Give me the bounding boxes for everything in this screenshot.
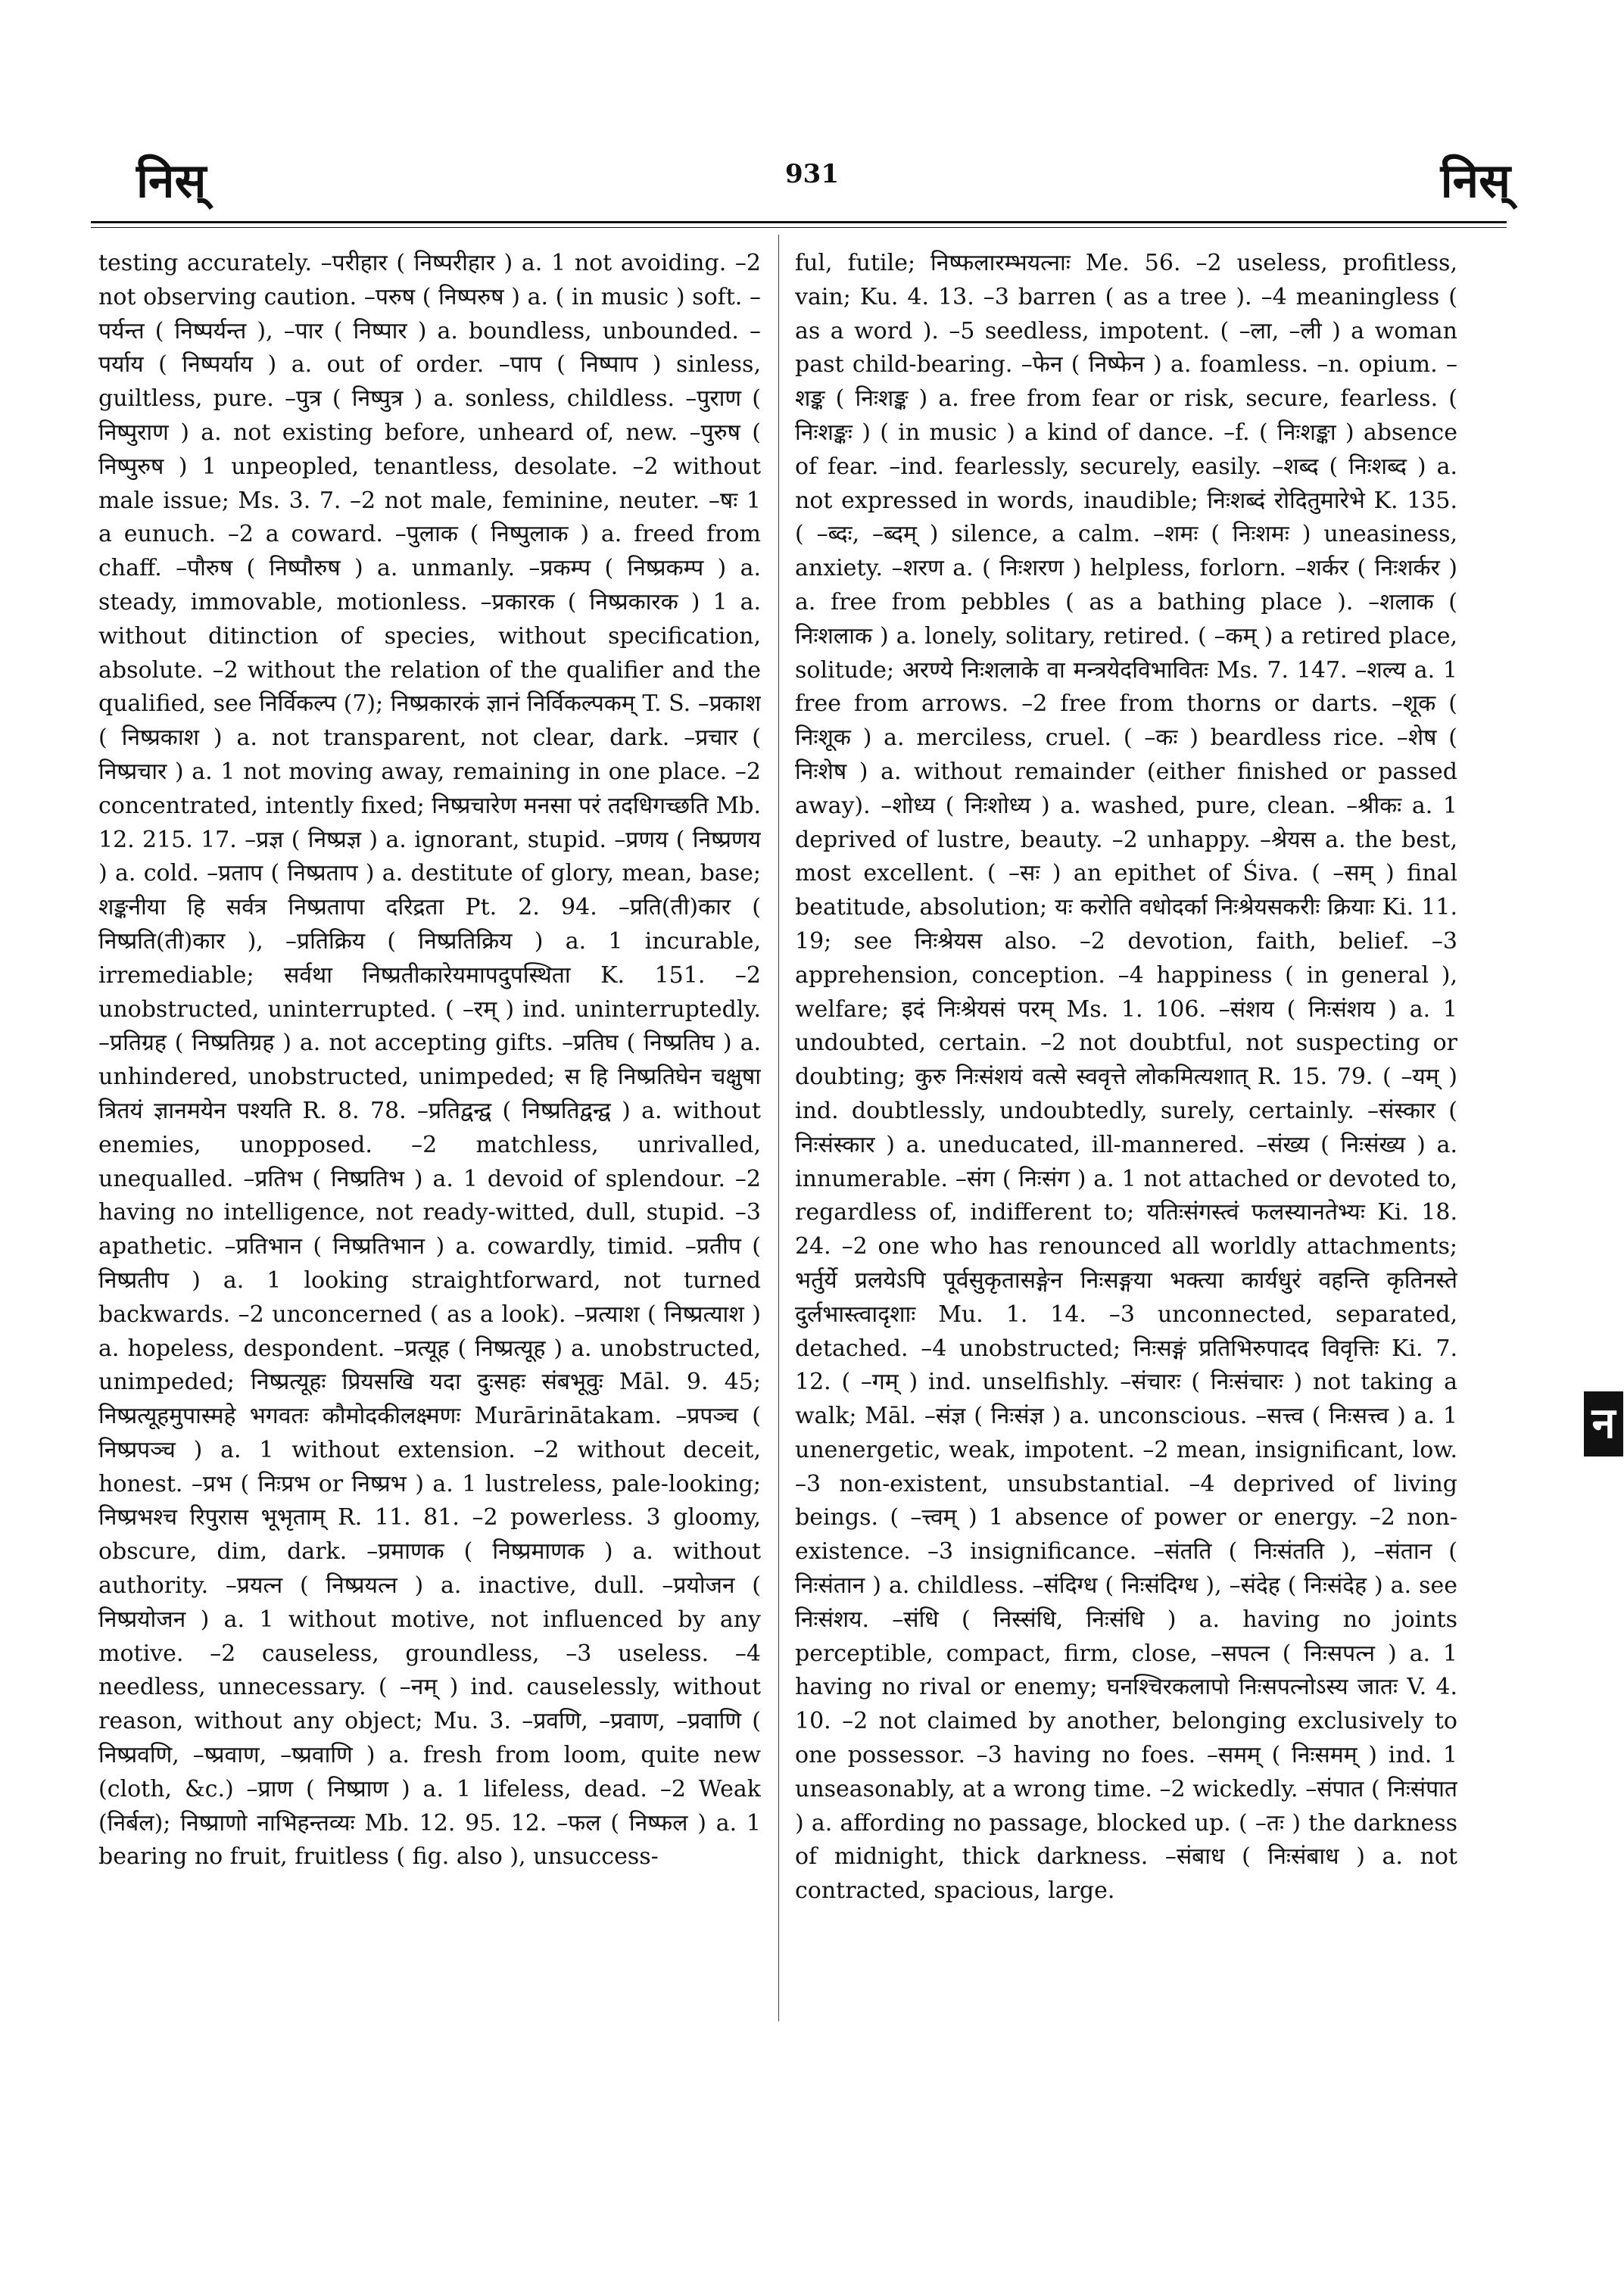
left-column [98,247,761,2018]
header-rule-thin [91,227,1507,228]
right-column [795,247,1457,2018]
running-head-left: निस् [136,153,207,208]
header-rule-thick [91,221,1507,223]
running-head-right: निस् [1440,153,1510,208]
thumb-index-tab: न [1584,1391,1623,1456]
right-column-text: ful, futile; निष्फलारम्भयत्नाः Me. 56. –2 useless, profitless, vain; Ku. 4. 13. –3 barren ( as a tree ). –4 meaningless ( as a word ). –5 seedless, impotent. ( –ला, –ली ) a woman past child-bearing. –फेन ( निष्फेन ) a. foamless. –n. opium. –शङ्क ( निःशङ्क ) a. free from fear or risk, secure, fearless. ( निःशङ्कः ) ( in music ) a kind of dance. –f. ( निःशङ्का ) absence of fear. –ind. fearlessly, securely, easily. –शब्द ( निःशब्द ) a. not expressed in words, inaudible; निःशब्दं रोदितुमारेभे K. 135. ( –ब्दः, –ब्दम् ) silence, a calm. –शमः ( निःशमः ) uneasiness, anxiety. –शरण a. ( निःशरण ) helpless, forlorn. –शर्कर ( निःशर्कर ) a. free from pebbles ( as a bathing place ). –शलाक ( निःशलाक ) a. lonely, solitary, retired. ( –कम् ) a retired place, solitude; अरण्ये निःशलाके वा मन्त्रयेदविभावितः Ms. 7. 147. –शल्य a. 1 free from arrows. –2 free from thorns or darts. –शूक ( निःशूक ) a. merciless, cruel. ( –कः ) beardless rice. –शेष ( निःशेष ) a. without remainder (either finished or passed away). –शोध्य ( निःशोध्य ) a. washed, pure, clean. –श्रीकः a. 1 deprived of lustre, beauty. –2 unhappy. –श्रेयस a. the best, most excellent. ( –सः ) an epithet of Śiva. ( –सम् ) final beatitude, absolution; यः करोति वधोदर्का निःश्रेयसकरीः क्रियाः Ki. 11. 19; see निःश्रेयस also. –2 devotion, faith, belief. –3 apprehension, conception. –4 happiness ( in general ), welfare; इदं निःश्रेयसं परम् Ms. 1. 106. –संशय ( निःसंशय ) a. 1 undoubted, certain. –2 not doubtful, not suspecting or doubting; कुरु निःसंशयं वत्से स्ववृत्ते लोकमित्यशात् R. 15. 79. ( –यम् ) ind. doubtlessly, undoubtedly, surely, certainly. –संस्कार ( निःसंस्कार ) a. uneducated, ill-mannered. –संख्य ( निःसंख्य ) a. innumerable. –संग ( निःसंग ) a. 1 not attached or devoted to, regardless of, indifferent to; यतिःसंगस्त्वं फलस्यानतेभ्यः Ki. 18. 24. –2 one who has renounced all worldly attachments; भर्तुर्ये प्रलयेऽपि पूर्वसुकृतासङ्गेन निःसङ्गया भक्त्या कार्यधुरं वहन्ति कृतिनस्ते दुर्लभास्त्वादृशाः Mu. 1. 14. –3 unconnected, separated, detached. –4 unobstructed; निःसङ्गं प्रतिभिरुपादद विवृत्तिः Ki. 7. 12. ( –गम् ) ind. unselfishly. –संचारः ( निःसंचारः ) not taking a walk; Māl. –संज्ञ ( निःसंज्ञ ) a. unconscious. –सत्त्व ( निःसत्त्व ) a. 1 unenergetic, weak, impotent. –2 mean, insignificant, low. –3 non-existent, unsubstantial. –4 deprived of living beings. ( –त्त्वम् ) 1 absence of power or energy. –2 non-existence. –3 insignificance. –संतति ( निःसंतति ), –संतान ( निःसंतान ) a. childless. –संदिग्ध ( निःसंदिग्ध ), –संदेह ( निःसंदेह ) a. see निःसंशय. –संधि ( निस्संधि, निःसंधि ) a. having no joints perceptible, compact, firm, close, –सपत्न ( निःसपत्न ) a. 1 having no rival or enemy; घनश्चिरकलापो निःसपत्नोऽस्य जातः V. 4. 10. –2 not claimed by another, belonging exclusively to one possessor. –3 having no foes. –समम् ( निःसमम् ) ind. 1 unseasonably, at a wrong time. –2 wickedly. –संपात ( निःसंपात ) a. affording no passage, blocked up. ( –तः ) the darkness of midnight, thick darkness. –संबाध ( निःसंबाध ) a. not contracted, spacious, large. [795,250,1457,1905]
left-column-text: testing accurately. –परीहार ( निष्परीहार ) a. 1 not avoiding. –2 not observing caution. –परुष ( निष्परुष ) a. ( in music ) soft. –पर्यन्त ( निष्पर्यन्त ), –पार ( निष्पार ) a. boundless, unbounded. –पर्याय ( निष्पर्याय ) a. out of order. –पाप ( निष्पाप ) sinless, guiltless, pure. –पुत्र ( निष्पुत्र ) a. sonless, childless. –पुराण ( निष्पुराण ) a. not existing before, unheard of, new. –पुरुष ( निष्पुरुष ) 1 unpeopled, tenantless, desolate. –2 without male issue; Ms. 3. 7. –2 not male, feminine, neuter. –षः 1 a eunuch. –2 a coward. –पुलाक ( निष्पुलाक ) a. freed from chaff. –पौरुष ( निष्पौरुष ) a. unmanly. –प्रकम्प ( निष्प्रकम्प ) a. steady, immovable, motionless. –प्रकारक ( निष्प्रकारक ) 1 a. without ditinction of species, without specification, absolute. –2 without the relation of the qualifier and the qualified, see निर्विकल्प (7); निष्प्रकारकं ज्ञानं निर्विकल्पकम् T. S. –प्रकाश ( निष्प्रकाश ) a. not transparent, not clear, dark. –प्रचार ( निष्प्रचार ) a. 1 not moving away, remaining in one place. –2 concentrated, intently fixed; निष्प्रचारेण मनसा परं तदधिगच्छति Mb. 12. 215. 17. –प्रज्ञ ( निष्प्रज्ञ ) a. ignorant, stupid. –प्रणय ( निष्प्रणय ) a. cold. –प्रताप ( निष्प्रताप ) a. destitute of glory, mean, base; शङ्कनीया हि सर्वत्र निष्प्रतापा दरिद्रता Pt. 2. 94. –प्रति(ती)कार ( निष्प्रति(ती)कार ), –प्रतिक्रिय ( निष्प्रतिक्रिय ) a. 1 incurable, irremediable; सर्वथा निष्प्रतीकारेयमापदुपस्थिता K. 151. –2 unobstructed, uninterrupted. ( –रम् ) ind. uninterruptedly. –प्रतिग्रह ( निष्प्रतिग्रह ) a. not accepting gifts. –प्रतिघ ( निष्प्रतिघ ) a. unhindered, unobstructed, unimpeded; स हि निष्प्रतिघेन चक्षुषा त्रितयं ज्ञानमयेन पश्यति R. 8. 78. –प्रतिद्वन्द्व ( निष्प्रतिद्वन्द्व ) a. without enemies, unopposed. –2 matchless, unrivalled, unequalled. –प्रतिभ ( निष्प्रतिभ ) a. 1 devoid of splendour. –2 having no intelligence, not ready-witted, dull, stupid. –3 apathetic. –प्रतिभान ( निष्प्रतिभान ) a. cowardly, timid. –प्रतीप ( निष्प्रतीप ) a. 1 looking straightforward, not turned backwards. –2 unconcerned ( as a look). –प्रत्याश ( निष्प्रत्याश ) a. hopeless, despondent. –प्रत्यूह ( निष्प्रत्यूह ) a. unobstructed, unimpeded; निष्प्रत्यूहः प्रियसखि यदा दुःसहः संबभूवुः Māl. 9. 45; निष्प्रत्यूहमुपास्महे भगवतः कौमोदकीलक्ष्मणः Murārinātakam. –प्रपञ्च ( निष्प्रपञ्च ) a. 1 without extension. –2 without deceit, honest. –प्रभ ( निःप्रभ or निष्प्रभ ) a. 1 lustreless, pale-looking; निष्प्रभश्च रिपुरास भूभृताम् R. 11. 81. –2 powerless. 3 gloomy, obscure, dim, dark. –प्रमाणक ( निष्प्रमाणक ) a. without authority. –प्रयत्न ( निष्प्रयत्न ) a. inactive, dull. –प्रयोजन ( निष्प्रयोजन ) a. 1 without motive, not influenced by any motive. –2 causeless, groundless, –3 useless. –4 needless, unnecessary. ( –नम् ) ind. causelessly, without reason, without any object; Mu. 3. –प्रवणि, –प्रवाण, –प्रवाणि ( निष्प्रवणि, –ष्प्रवाण, –ष्प्रवाणि ) a. fresh from loom, quite new (cloth, &c.) –प्राण ( निष्प्राण ) a. 1 lifeless, dead. –2 Weak (निर्बल); निष्प्राणो नाभिहन्तव्यः Mb. 12. 95. 12. –फल ( निष्फल ) a. 1 bearing no fruit, fruitless ( fig. also ), unsuccess- [98,250,761,1871]
column-divider [778,235,779,2021]
page-number: 931 [785,159,839,189]
